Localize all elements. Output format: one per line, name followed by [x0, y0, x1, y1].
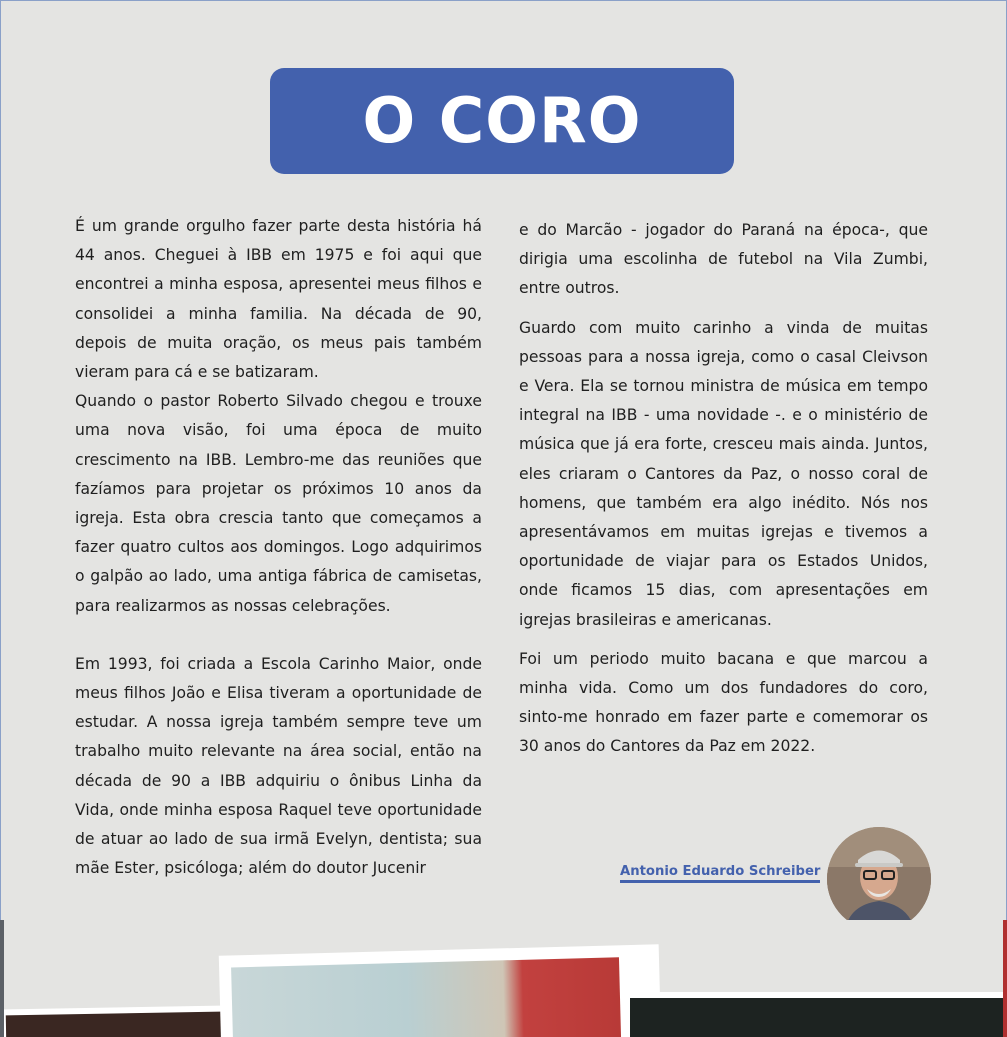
text-column-left	[75, 212, 482, 883]
collage-photo-center	[219, 944, 661, 1037]
paragraph: Guardo com muito carinho a vinda de muitas pessoas para a nossa igreja, como o casal Cleivson e Vera. Ela se tornou ministra de música em tempo integral na IBB - uma novidade -. e o ministério de música que já era forte, cresceu mais ainda. Juntos, eles criaram o Cantores da Paz, o nosso coral de homens, que também era algo inédito. Nós nos apresentávamos em muitas igrejas e tivemos a oportunidade de viajar para os Estados Unidos, onde ficamos 15 dias, com apresentações em igrejas brasileiras e americanas.	[519, 318, 928, 629]
author-name: Antonio Eduardo Schreiber	[620, 864, 820, 883]
portrait-image	[827, 827, 931, 931]
author-photo	[827, 827, 931, 931]
paragraph: Foi um periodo muito bacana e que marcou a minha vida. Como um dos fundadores do coro, sinto-me honrado em fazer parte e comemorar os 30 anos do Cantores da Paz em 2022.	[519, 649, 928, 756]
paragraph: É um grande orgulho fazer parte desta história há 44 anos. Cheguei à IBB em 1975 e foi aqui que encontrei a minha esposa, apresentei meus filhos e consolidei a minha familia. Na década de 90, depois de muita oração, os meus pais também vieram para cá e se batizaram.	[75, 217, 482, 382]
paragraph: e do Marcão - jogador do Paraná na época-, que dirigia uma escolinha de futebol na Vila Zumbi, entre outros.	[519, 221, 928, 298]
text-column-right	[519, 216, 928, 762]
page-title: O CORO	[362, 84, 642, 157]
paragraph: Quando o pastor Roberto Silvado chegou e trouxe uma nova visão, foi uma época de muito crescimento na IBB. Lembro-me das reuniões que fazíamos para projetar os próximos 10 anos da igreja. Esta obra crescia tanto que começamos a fazer quatro cultos aos domingos. Logo adquirimos o galpão ao lado, uma antiga fábrica de camisetas, para realizarmos as nossas celebrações.	[75, 392, 482, 615]
photo-collage	[0, 920, 1007, 1037]
photo-edge-right	[1003, 920, 1007, 1037]
title-banner	[270, 68, 734, 174]
photo-edge-left	[0, 920, 4, 1037]
collage-photo-right	[624, 992, 1007, 1037]
paragraph: Em 1993, foi criada a Escola Carinho Maior, onde meus filhos João e Elisa tiveram a oportunidade de estudar. A nossa igreja também sempre teve um trabalho muito relevante na área social, então na década de 90 a IBB adquiriu o ônibus Linha da Vida, onde minha esposa Raquel teve oportunidade de atuar ao lado de sua irmã Evelyn, dentista; sua mãe Ester, psicóloga; além do doutor Jucenir	[75, 654, 482, 878]
